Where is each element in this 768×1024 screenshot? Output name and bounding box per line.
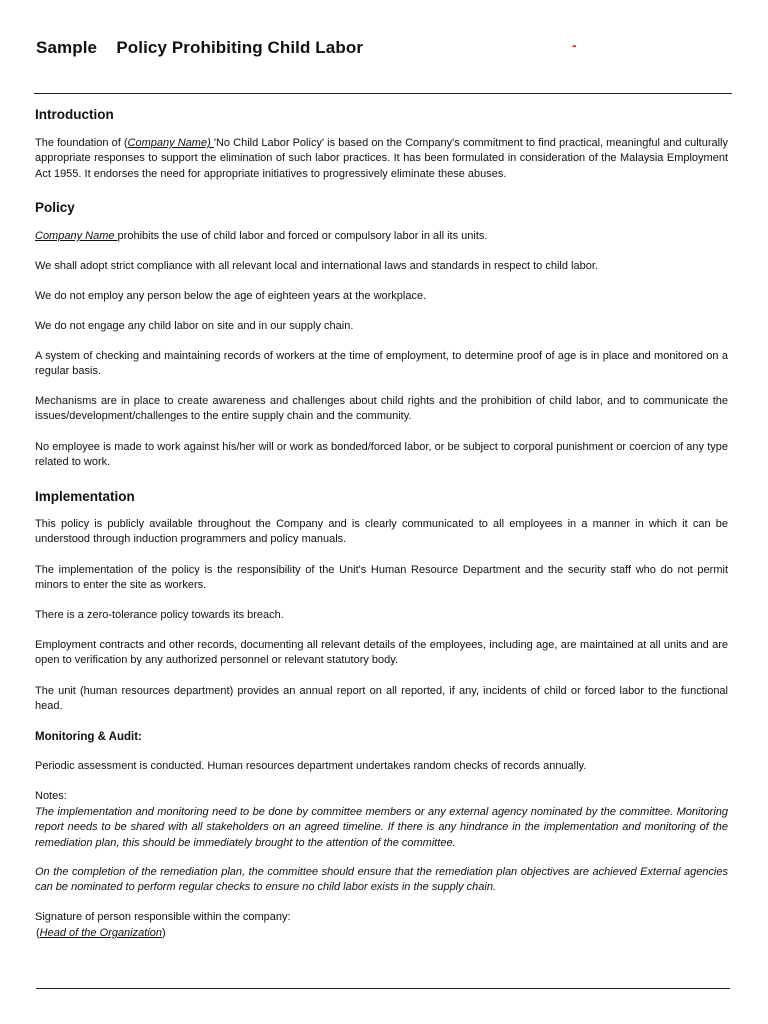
paren-open: (	[36, 927, 40, 939]
notes-paragraph-2: On the completion of the remediation plan, the committee should ensure that the remediation plan objectives are achieved External agencies can be nominated to perform regular checks to ensure no child labor exists in the supply chain.	[35, 866, 728, 894]
monitoring-paragraph: Periodic assessment is conducted. Human resources department undertakes random checks of records annually.	[35, 760, 587, 772]
implementation-paragraph-2: The implementation of the policy is the responsibility of the Unit's Human Resource Department and the security staff who do not permit minors to enter the site as workers.	[35, 564, 728, 592]
introduction-paragraph	[35, 136, 728, 182]
implementation-paragraph-1: This policy is publicly available throughout the Company and is clearly communicated to all employees in a manner in which it can be understood through induction programmers and policy manuals.	[35, 518, 728, 546]
implementation-paragraph-4: Employment contracts and other records, documenting all relevant details of the employees, including age, are maintained at all units and are open to verification by any authorized personnel or relevant statutory body.	[35, 639, 728, 667]
red-mark: -	[572, 37, 577, 53]
policy-paragraph-4: We do not engage any child labor on site and in our supply chain.	[35, 320, 354, 332]
policy-paragraph-6: Mechanisms are in place to create awareness and challenges about child rights and the prohibition of child labor, and to communicate the issues/development/challenges to the entire supply chain and the community.	[35, 395, 728, 423]
top-divider	[34, 93, 732, 94]
notes-label: Notes:	[35, 790, 67, 802]
policy-paragraph-5: A system of checking and maintaining records of workers at the time of employment, to determine proof of age is in place and monitored on a regular basis.	[35, 350, 728, 378]
monitoring-heading: Monitoring & Audit:	[35, 731, 142, 743]
notes-paragraph-1: The implementation and monitoring need to be done by committee members or any external agency nominated by the committee. Monitoring report needs to be shared with all stakeholders on an agreed timeline. If there is any hindrance in the implementation and monitoring of the remediation plan, this should be immediately brought to the attention of the committee.	[35, 806, 728, 849]
intro-text-post: 'No Child Labor Policy' is based on the Company's commitment to find practical, meaningful and culturally appropriate responses to support the elimination of such labor practices. It has been formulated in consideration of the Malaysia Employment Act 1955. It endorses the need for appropriate initiatives to progressively eliminate these abuses.	[35, 137, 728, 180]
document-title: Sample Policy Prohibiting Child Labor	[36, 38, 364, 57]
policy-p1-text: prohibits the use of child labor and forced or compulsory labor in all its units.	[117, 230, 488, 242]
implementation-heading: Implementation	[35, 489, 135, 504]
intro-text-pre: The foundation of (	[35, 137, 128, 149]
signature-role	[36, 926, 729, 941]
head-of-organization: Head of the Organization	[39, 927, 162, 939]
policy-paragraph-2: We shall adopt strict compliance with all relevant local and international laws and standards in respect to child labor.	[35, 260, 598, 272]
company-name-placeholder: Company Name	[35, 230, 118, 242]
policy-paragraph-7: No employee is made to work against his/her will or work as bonded/forced labor, or be subject to corporal punishment or coercion of any type related to work.	[35, 441, 728, 469]
signature-line: Signature of person responsible within the company:	[35, 911, 291, 923]
policy-paragraph-3: We do not employ any person below the age of eighteen years at the workplace.	[35, 290, 427, 302]
implementation-paragraph-5: The unit (human resources department) provides an annual report on all reported, if any, incidents of child or forced labor to the functional head.	[35, 685, 728, 713]
introduction-heading: Introduction	[35, 107, 114, 122]
implementation-paragraph-3: There is a zero-tolerance policy towards its breach.	[35, 609, 284, 621]
bottom-divider	[36, 988, 730, 989]
policy-paragraph-1	[35, 229, 728, 244]
company-name-placeholder: Company Name)	[127, 137, 214, 149]
paren-close: )	[161, 927, 166, 939]
policy-heading: Policy	[35, 200, 75, 215]
